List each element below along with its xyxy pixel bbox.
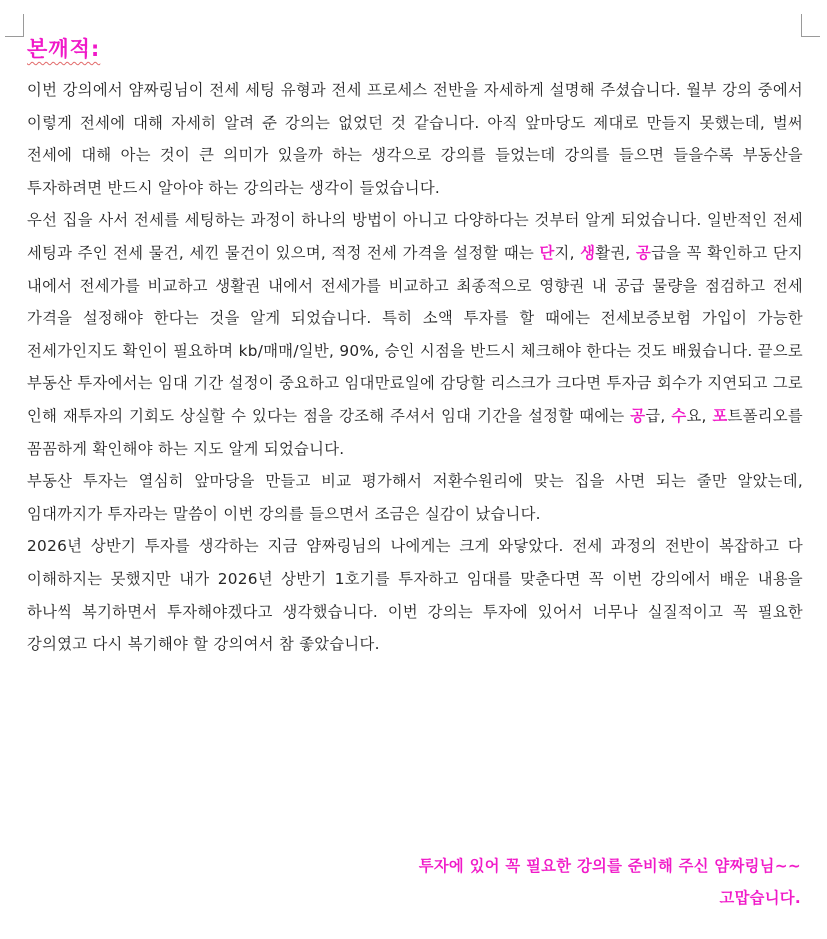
body-paragraph xyxy=(27,465,803,530)
body-paragraph xyxy=(27,74,803,204)
highlighted-initial: 단 xyxy=(539,243,555,262)
document-body xyxy=(27,74,803,661)
highlighted-initial: 생 xyxy=(580,243,596,262)
highlighted-initial: 포 xyxy=(712,406,728,425)
paragraph-text: 우선 집을 사서 전세를 세팅하는 과정이 하나의 방법이 아니고 다양하다는 것부터 알게 되었습니다. 일반적인 전세 세팅과 주인 전세 물건, 세낀 물건이 있으며, 적정 전세 가격을 설정할 때는 xyxy=(27,211,803,262)
paragraph-text: 부동산 투자는 열심히 앞마당을 만들고 비교 평가해서 저환수원리에 맞는 집을 사면 되는 줄만 알았는데, 임대까지가 투자라는 말씀이 이번 강의를 들으면서 조금은 실감이 났습니다. xyxy=(27,472,803,523)
highlighted-initial: 수 xyxy=(671,406,687,425)
paragraph-text: 지, xyxy=(554,243,581,262)
document-heading: 본깨적: xyxy=(27,37,101,61)
paragraph-text: 급을 꼭 확인하고 단지 내에서 전세가를 비교하고 생활권 내에서 전세가를 비교하고 최종적으로 영향권 내 공급 물량을 점검하고 전세 가격을 설정해야 한다는 것을 알게 되었습니다. 특히 소액 투자를 할 때에는 전세보증보험 가입이 가능한 전세가인지도 확인이 필요하며 kb/매매/일반, 90%, 승인 시점을 반드시 체크해야 한다는 것도 배웠습니다. 끝으로 부동산 투자에서는 임대 기간 설정이 중요하고 임대만료일에 감당할 리스크가 크다면 투자금 회수가 지연되고 그로 인해 재투자의 기회도 상실할 수 있다는 점을 강조해 주셔서 임대 기간을 설정할 때에는 xyxy=(27,243,803,425)
paragraph-text: 2026년 상반기 투자를 생각하는 지금 얌짜링님의 나에게는 크게 와닿았다. 전세 과정의 전반이 복잡하고 다 이해하지는 못했지만 내가 2026년 상반기 1호기를 투자하고 임대를 맞춘다면 꼭 이번 강의에서 배운 내용을 하나씩 복기하면서 투자해야겠다고 생각했습니다. 이번 강의는 투자에 있어서 너무나 실질적이고 꼭 필요한 강의였고 다시 복기해야 할 강의여서 참 좋았습니다. xyxy=(27,537,803,654)
closing-message xyxy=(419,850,801,914)
highlighted-initial: 공 xyxy=(630,406,646,425)
paragraph-text: 요, xyxy=(686,406,713,425)
body-paragraph xyxy=(27,530,803,660)
closing-line-thank-you: 고맙습니다. xyxy=(719,889,801,907)
page-corner-mark-top-left xyxy=(5,14,24,37)
body-paragraph xyxy=(27,204,803,465)
paragraph-text: 이번 강의에서 얌짜링님이 전세 세팅 유형과 전세 프로세스 전반을 자세하게 설명해 주셨습니다. 월부 강의 중에서 이렇게 전세에 대해 자세히 알려 준 강의는 없었던 것 같습니다. 아직 앞마당도 제대로 만들지 못했는데, 벌써 전세에 대해 아는 것이 큰 의미가 있을까 하는 생각으로 강의를 들었는데 강의를 들으면 들을수록 부동산을 투자하려면 반드시 알아야 하는 강의라는 생각이 들었습니다. xyxy=(27,81,803,197)
page-corner-mark-top-right xyxy=(801,14,820,37)
paragraph-text: 활권, xyxy=(595,243,636,262)
closing-line-thanks-for-lecture: 투자에 있어 꼭 필요한 강의를 준비해 주신 얌짜링님~~ xyxy=(418,857,801,875)
paragraph-text: 급, xyxy=(645,406,672,425)
highlighted-initial: 공 xyxy=(636,243,652,262)
paragraph-text: 트폴리오를 꼼꼼하게 확인해야 하는 지도 알게 되었습니다. xyxy=(27,406,804,458)
